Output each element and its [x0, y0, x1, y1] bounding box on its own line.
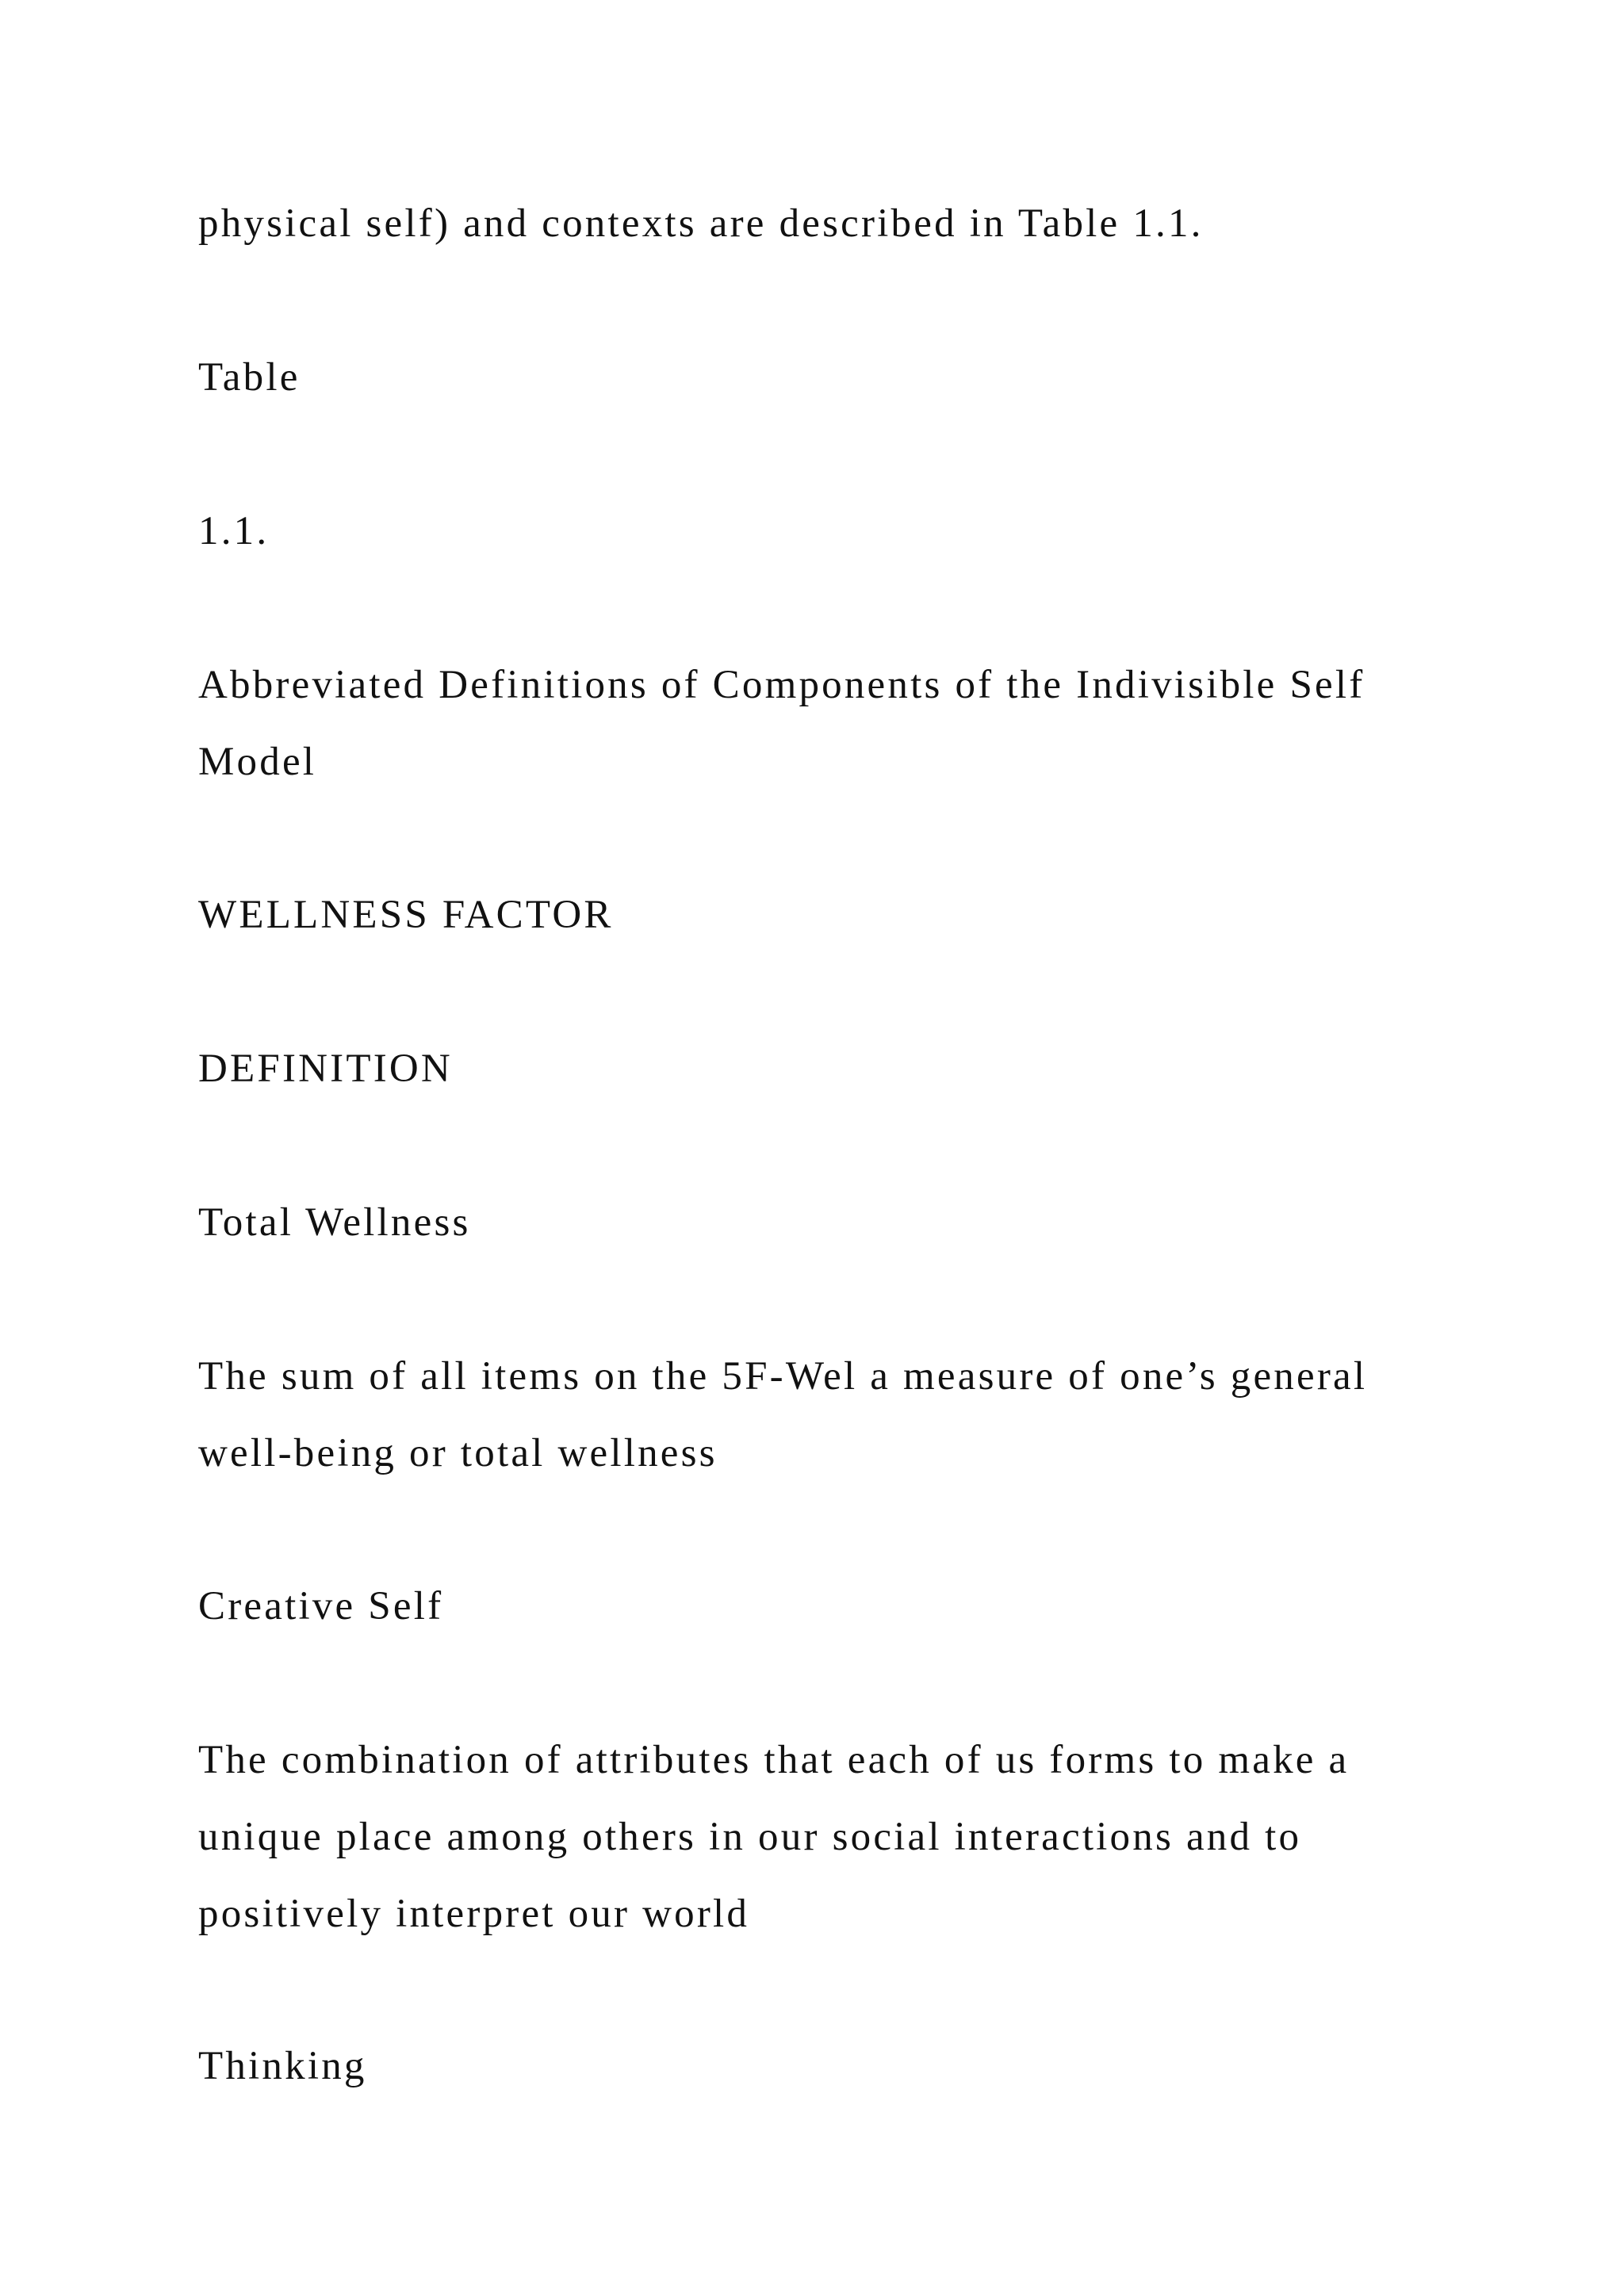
table-number: 1.1. [198, 509, 270, 553]
paragraph-intro: physical self) and contexts are described in Table 1.1. [198, 201, 1204, 246]
factor-thinking: Thinking [198, 2044, 367, 2088]
definition-creative-self: The combination of attributes that each of us forms to make a unique place among others in our social interactions and to positively interpret our world [198, 1738, 1350, 1936]
table-label: Table [198, 355, 301, 400]
definition-total-wellness: The sum of all items on the 5F-Wel a measure of one’s general well-being or total wellness [198, 1354, 1368, 1475]
factor-creative-self: Creative Self [198, 1584, 444, 1628]
column-header-wellness-factor: WELLNESS FACTOR [198, 893, 614, 937]
factor-total-wellness: Total Wellness [198, 1200, 471, 1245]
table-title: Abbreviated Definitions of Components of the Indivisible Self Model [198, 663, 1365, 784]
column-header-definition: DEFINITION [198, 1047, 453, 1091]
